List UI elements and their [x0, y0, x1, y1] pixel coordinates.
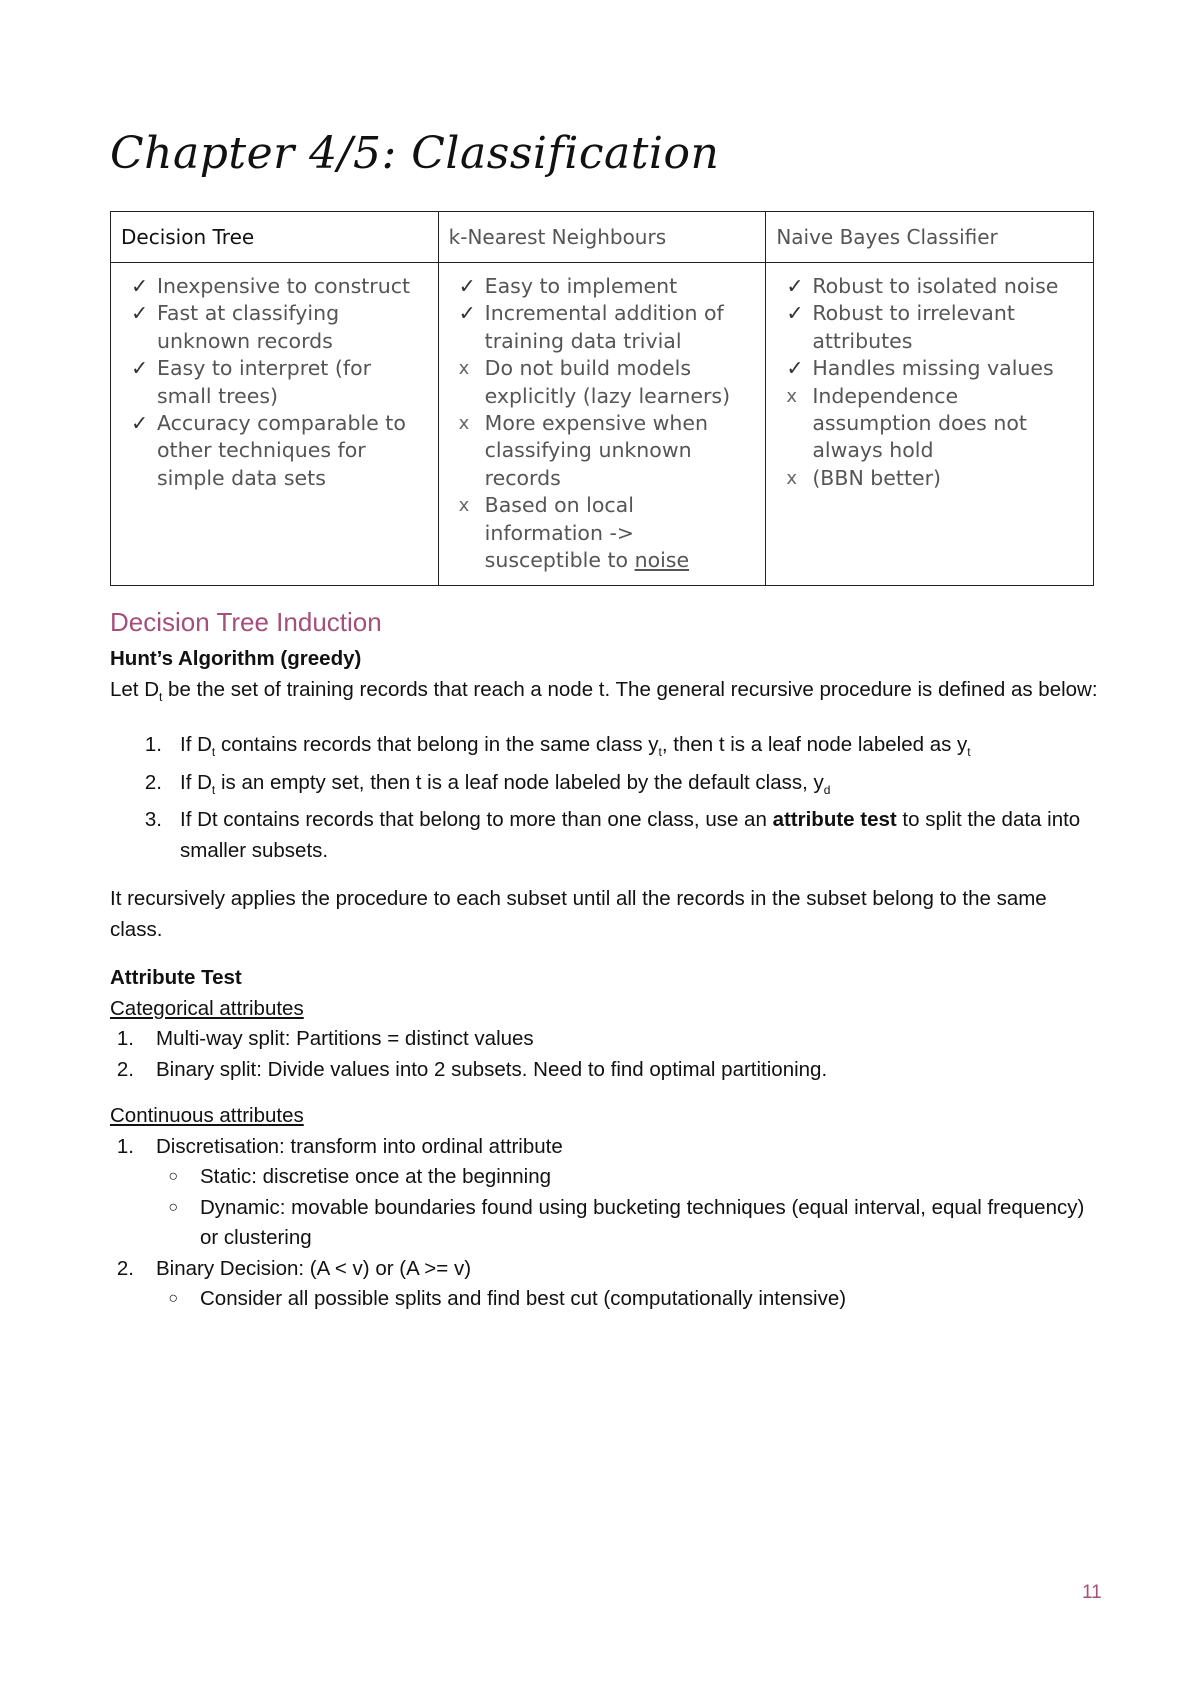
circle-bullet-icon: ○: [168, 1198, 178, 1216]
binary-decision-sublist: [110, 1284, 1100, 1315]
categorical-label: Categorical attributes: [110, 996, 304, 1020]
check-icon: ✓: [458, 301, 476, 326]
list-item: x More expensive when classifying unknown records: [459, 410, 756, 492]
list-item: 1. Multi-way split: Partitions = distinct values: [116, 1027, 534, 1051]
list-item: 3. If Dt contains records that belong to more than one class, use an attribute test to split the data into smaller subsets.: [144, 808, 1081, 862]
list-item: x Independence assumption does not always hold: [786, 383, 1083, 465]
section-heading: Decision Tree Induction: [110, 607, 382, 637]
hunts-conclusion: It recursively applies the procedure to each subset until all the records in the subset belong to the same class.: [110, 887, 1047, 941]
list-item: ✓ Fast at classifying unknown records: [131, 300, 428, 355]
list-item: ✓ Robust to irrelevant attributes: [786, 300, 1083, 355]
column-header-naive-bayes: Naive Bayes Classifier: [766, 212, 1094, 263]
check-icon: ✓: [786, 356, 804, 381]
list-item: 1. If $D_t$ contains records that belong in the same class $y_t$, then t is a leaf node labeled as $y_t$: [144, 733, 971, 760]
column-header-knn: k-Nearest Neighbours: [438, 212, 766, 263]
main-content: [110, 604, 1100, 1315]
circle-bullet-icon: ○: [168, 1168, 178, 1186]
check-icon: ✓: [131, 274, 149, 298]
page-number: 11: [1082, 1582, 1102, 1603]
cross-icon: x: [786, 385, 797, 407]
circle-bullet-icon: ○: [168, 1290, 178, 1308]
list-item: 2. If $D_t$ is an empty set, then t is a leaf node labeled by the default class, $y_d$: [144, 770, 831, 797]
table-body-row: [111, 263, 1094, 586]
hunts-intro: Let $D_t$ be the set of training records that reach a node t. The general recursive procedure is defined as below:: [110, 677, 1098, 704]
check-icon: ✓: [786, 301, 804, 326]
list-item: ○ Consider all possible splits and find best cut (computationally intensive): [110, 1284, 1100, 1315]
list-item: x (BBN better): [786, 465, 1083, 492]
cross-icon: x: [458, 495, 470, 517]
column-header-decision-tree: Decision Tree: [111, 212, 439, 263]
cross-icon: x: [458, 358, 470, 380]
list-item: ✓ Incremental addition of training data trivial: [459, 300, 756, 355]
list-item: ✓ Inexpensive to construct: [131, 273, 428, 300]
hunts-steps: [110, 730, 1100, 866]
list-item: ✓ Robust to isolated noise: [786, 273, 1083, 300]
list-item: ○ Static: discretise once at the beginning: [110, 1162, 1100, 1193]
list-item: ✓ Easy to interpret (for small trees): [131, 355, 428, 410]
discretisation-sublist: [110, 1162, 1100, 1254]
list-item: ✓ Easy to implement: [459, 273, 756, 300]
list-item: ✓ Handles missing values: [786, 355, 1083, 382]
list-item: 2. Binary split: Divide values into 2 subsets. Need to find optimal partitioning.: [116, 1057, 828, 1081]
check-icon: ✓: [458, 274, 476, 298]
continuous-list: [110, 1132, 1100, 1163]
check-icon: ✓: [131, 301, 149, 326]
cross-icon: x: [458, 413, 470, 435]
categorical-list: [110, 1024, 1100, 1085]
check-icon: ✓: [131, 356, 149, 381]
knn-cell: [438, 263, 766, 586]
underlined-word: noise: [634, 548, 690, 573]
check-icon: ✓: [131, 411, 149, 436]
list-item: ○ Dynamic: movable boundaries found using bucketing techniques (equal interval, equal frequency) or clustering: [110, 1193, 1100, 1254]
list-item: x Based on local information -> susceptible to noise: [459, 492, 756, 574]
list-item: 2. Binary Decision: (A < v) or (A >= v): [116, 1256, 472, 1280]
list-item: ✓ Accuracy comparable to other techniques for simple data sets: [131, 410, 428, 492]
decision-tree-cell: [111, 263, 439, 586]
chapter-title: Chapter 4/5: Classification: [110, 128, 720, 179]
comparison-table: [110, 211, 1094, 586]
continuous-label: Continuous attributes: [110, 1104, 304, 1128]
check-icon: ✓: [786, 274, 804, 298]
hunts-subheading: Hunt’s Algorithm (greedy): [110, 647, 362, 670]
continuous-list-2: [110, 1254, 1100, 1285]
attribute-test-subheading: Attribute Test: [110, 966, 242, 990]
list-item: x Do not build models explicitly (lazy learners): [459, 355, 756, 410]
naive-bayes-cell: [766, 263, 1094, 586]
table-header-row: [111, 212, 1094, 263]
list-item: 1. Discretisation: transform into ordinal attribute: [116, 1134, 563, 1158]
cross-icon: x: [786, 467, 797, 489]
